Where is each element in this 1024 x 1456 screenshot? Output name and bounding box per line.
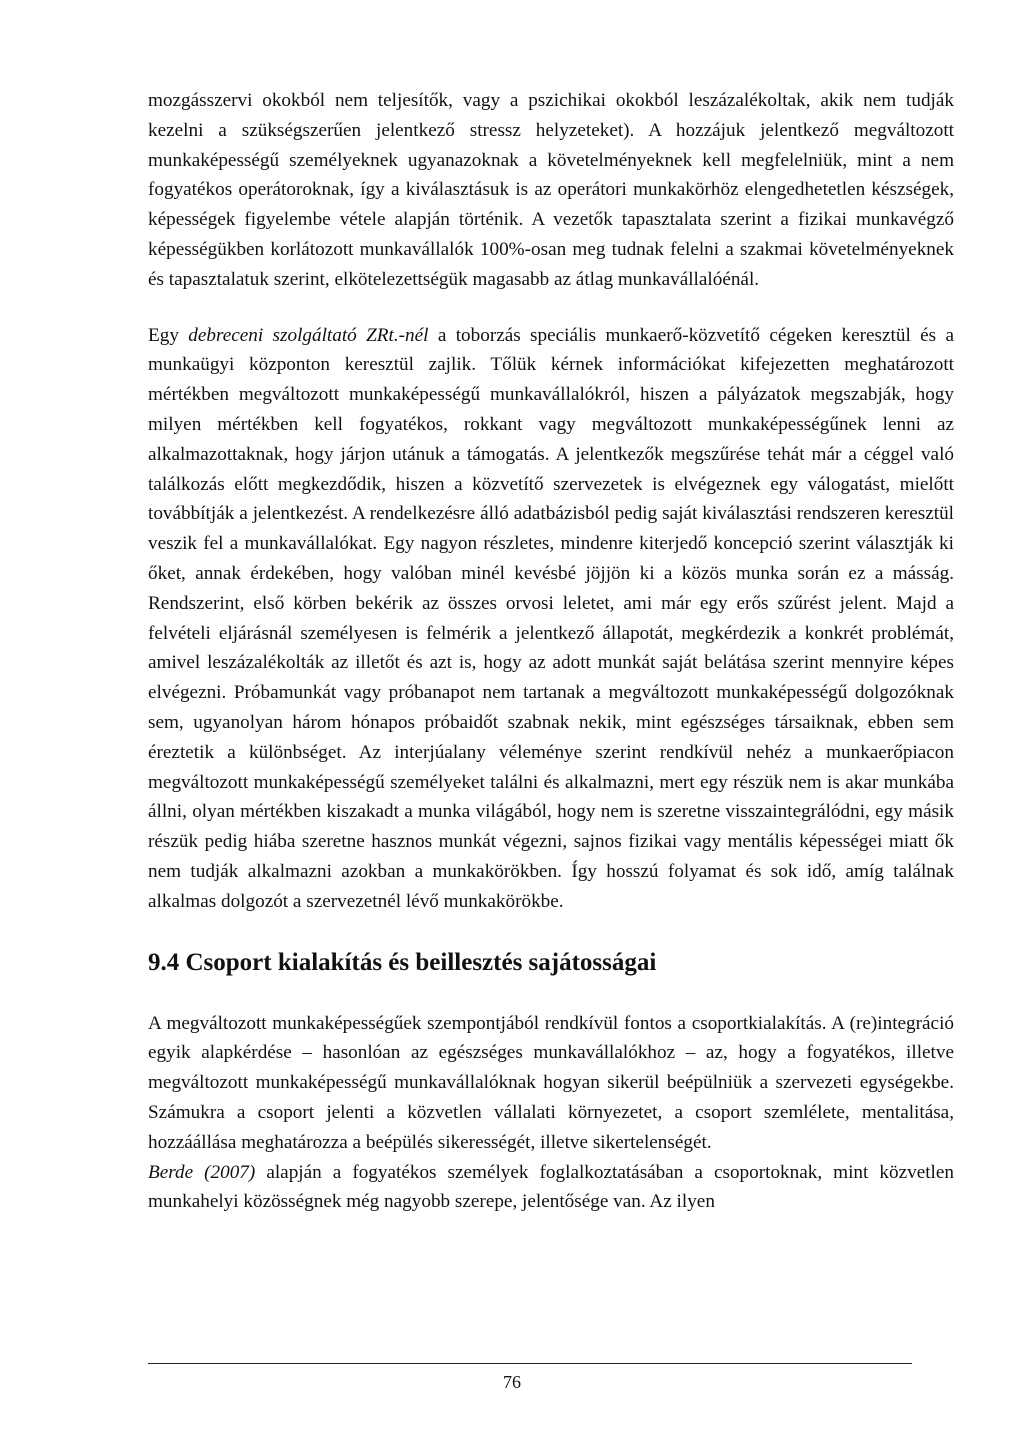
paragraph-lead: Egy [148, 324, 189, 346]
footer-rule [148, 1363, 912, 1364]
paragraph-intro: mozgásszervi okokból nem teljesítők, vagy a pszichikai okokból leszázalékoltak, akik nem tudják kezelni a szükségszerűen jelentkező stressz helyzeteket). A hozzájuk jelentkező megváltozott munkaképességű személyeknek ugyanazoknak a követelményeknek kell megfelelniük, mint a nem fogyatékos operátoroknak, így a kiválasztásuk is az operátori munkakörhöz elengedhetetlen készségek, képességek figyelembe vétele alapján történik. A vezetők tapasztalata szerint a fizikai munkavégző képességükben korlátozott munkavállalók 100%-osan meg tudnak felelni a szakmai követelményeknek és tapasztalatuk szerint, elkötelezettségük magasabb az átlag munkavállalóénál. [148, 90, 954, 290]
section-heading: 9.4 Csoport kialakítás és beillesztés sajátosságai [148, 948, 657, 976]
paragraph-debrecen [148, 321, 954, 917]
company-name-italic: debreceni szolgáltató ZRt.-nél [188, 324, 429, 346]
citation-italic: Berde (2007) [148, 1161, 256, 1183]
paragraph-body: a toborzás speciális munkaerő-közvetítő cégeken keresztül és a munkaügyi központon keresztül zajlik. Tőlük kérnek információkat kifejezetten meghatározott mértékben megváltozott munkaképességű munkavállalókról, hiszen a pályázatok megszabják, hogy milyen mértékben kell fogyatékos, rokkant vagy megváltozott munkaképességűnek lenni az alkalmazottaknak, hogy járjon utánuk a támogatás. A jelentkezők megszűrése tehát már a céggel való találkozás előtt megkezdődik, hiszen a közvetítő szervezetek is elvégeznek egy válogatást, mielőtt továbbítják a jelentkezést. A rendelkezésre álló adatbázisból pedig saját kiválasztási rendszeren keresztül veszik fel a munkavállalókat. Egy nagyon részletes, mindenre kiterjedő koncepció szerint választják ki őket, annak érdekében, hogy valóban minél kevésbé jöjjön ki a közös munka során ez a másság. Rendszerint, első körben bekérik az összes orvosi leletet, ami már egy erős szűrést jelent. Majd a felvételi eljárásnál személyesen is felmérik a jelentkező állapotát, megkérdezik a konkrét problémát, amivel leszázalékolták az illetőt és azt is, hogy az adott munkát saját belátása szerint mennyire képes elvégezni. Próbamunkát vagy próbanapot nem tartanak a megváltozott munkaképességű dolgozóknak sem, ugyanolyan három hónapos próbaidőt szabnak nekik, mint egészséges társaiknak, ebben sem éreztetik a különbséget. Az interjúalany véleménye szerint rendkívül nehéz a munkaerőpiacon megváltozott munkaképességű személyeket találni és alkalmazni, mert egy részük nem is akar munkába állni, olyan mértékben kiszakadt a munka világából, hogy nem is szeretne visszaintegrálódni, egy másik részük pedig hiába szeretne hasznos munkát végezni, sajnos fizikai vagy mentális képességei miatt ők nem tudják alkalmazni azokban a munkakörökben. Így hosszú folyamat és sok idő, amíg találnak alkalmas dolgozót a szervezetnél lévő munkakörökbe. [148, 324, 954, 912]
paragraph-group-forming: A megváltozott munkaképességűek szempontjából rendkívül fontos a csoportkialakítás. A (re)integráció egyik alapkérdése – hasonlóan az egészséges munkavállalókhoz – az, hogy a fogyatékos, illetve megváltozott munkaképességű munkavállalóknak hogyan sikerül beépülniük a szervezeti egységekbe. Számukra a csoport jelenti a közvetlen vállalati környezetet, a csoport szemlélete, mentalitása, hozzáállása meghatározza a beépülés sikerességét, illetve sikertelenségét. [148, 1012, 954, 1153]
paragraph-berde-body: alapján a fogyatékos személyek foglalkoztatásában a csoportoknak, mint közvetlen munkahelyi közösségnek még nagyobb szerepe, jelentősége van. Az ilyen [148, 1161, 954, 1213]
page-number: 76 [503, 1372, 521, 1392]
paragraph-berde [148, 1158, 954, 1218]
document-page [148, 86, 954, 1217]
